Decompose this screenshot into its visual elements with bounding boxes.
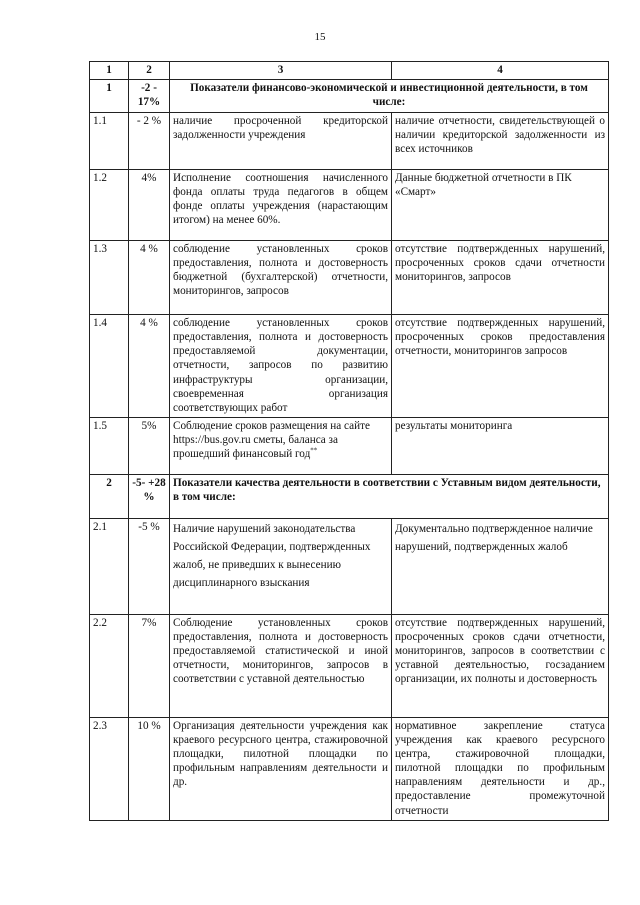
column-header: 4: [392, 62, 609, 80]
table-header-row: [90, 62, 609, 80]
row-criterion: соблюдение установленных сроков предоставления, полнота и достоверность бюджетной (бухгалтерской) отчетности, мониторингов, запросов: [170, 241, 392, 315]
section-title: Показатели качества деятельности в соответствии с Уставным видом деятельности, в том числе:: [170, 474, 609, 518]
row-criterion: соблюдение установленных сроков предоставления, полнота и достоверность предоставляемой документации, отчетности, запросов по развитию инфраструктуры организации, своевременная организация соответствующих работ: [170, 315, 392, 418]
table-row: [90, 315, 609, 418]
row-source: наличие отчетности, свидетельствующей о наличии кредиторской задолженности из всех источников: [392, 113, 609, 170]
row-percent: -5 %: [129, 518, 170, 614]
table-row: [90, 717, 609, 820]
row-number: 1.3: [90, 241, 129, 315]
row-source: отсутствие подтвержденных нарушений, просроченных сроков сдачи отчетности, мониторингов, запросов в соответствии с уставной деятельностью, госзаданием организации, их полноты и достоверность: [392, 614, 609, 717]
row-source: Документально подтвержденное наличие нарушений, подтвержденных жалоб: [392, 518, 609, 614]
row-percent: 4 %: [129, 315, 170, 418]
row-criterion: Организация деятельности учреждения как краевого ресурсного центра, стажировочной площадки, пилотной площадки по профильным направлениям деятельности и др.: [170, 717, 392, 820]
row-criterion: Исполнение соотношения начисленного фонда оплаты труда педагогов в общем фонде оплаты учреждения (нарастающим итогом) на менее 60%.: [170, 170, 392, 241]
row-criterion: Соблюдение установленных сроков предоставления, полнота и достоверность предоставляемой статистической и иной отчетности, мониторингов, запросов в соответствии с уставной деятельностью: [170, 614, 392, 717]
criteria-table: [89, 61, 609, 821]
row-number: 2.3: [90, 717, 129, 820]
section-title: Показатели финансово-экономической и инвестиционной деятельности, в том числе:: [170, 80, 609, 113]
row-percent: 4 %: [129, 241, 170, 315]
row-number: 2.2: [90, 614, 129, 717]
table-row: [90, 518, 609, 614]
row-number: 1.5: [90, 417, 129, 474]
section-number: 2: [90, 474, 129, 518]
row-source: Данные бюджетной отчетности в ПК «Смарт»: [392, 170, 609, 241]
row-percent: 7%: [129, 614, 170, 717]
row-criterion-text: Соблюдение сроков размещения на сайте https://bus.gov.ru сметы, баланса за прошедший финансовый год: [173, 419, 370, 461]
table-row: [90, 241, 609, 315]
row-source: результаты мониторинга: [392, 417, 609, 474]
row-number: 1.4: [90, 315, 129, 418]
row-source: нормативное закрепление статуса учреждения как краевого ресурсного центра, стажировочной площадки, пилотной площадки по профильным направлениям деятельности и др., предоставление промежуточной отчетности: [392, 717, 609, 820]
row-criterion: Наличие нарушений законодательства Российской Федерации, подтвержденных жалоб, не приведших к вынесению дисциплинарного взыскания: [170, 518, 392, 614]
row-source: отсутствие подтвержденных нарушений, просроченных сроков сдачи отчетности мониторингов, запросов: [392, 241, 609, 315]
row-number: 1.2: [90, 170, 129, 241]
table-row: [90, 614, 609, 717]
row-percent: 5%: [129, 417, 170, 474]
page-number: 15: [314, 31, 326, 43]
row-criterion: [170, 417, 392, 474]
column-header: 2: [129, 62, 170, 80]
table-row: [90, 113, 609, 170]
section-number: 1: [90, 80, 129, 113]
section-row: [90, 474, 609, 518]
row-percent: - 2 %: [129, 113, 170, 170]
row-criterion: наличие просроченной кредиторской задолженности учреждения: [170, 113, 392, 170]
section-percent: -5- +28 %: [129, 474, 170, 518]
column-header: 1: [90, 62, 129, 80]
section-percent: -2 - 17%: [129, 80, 170, 113]
section-row: [90, 80, 609, 113]
row-source: отсутствие подтвержденных нарушений, просроченных сроков предоставления отчетности, мониторингов запросов: [392, 315, 609, 418]
row-number: 1.1: [90, 113, 129, 170]
row-percent: 10 %: [129, 717, 170, 820]
footnote-marker: **: [310, 446, 318, 455]
table-row: [90, 417, 609, 474]
column-header: 3: [170, 62, 392, 80]
row-number: 2.1: [90, 518, 129, 614]
table-row: [90, 170, 609, 241]
row-percent: 4%: [129, 170, 170, 241]
